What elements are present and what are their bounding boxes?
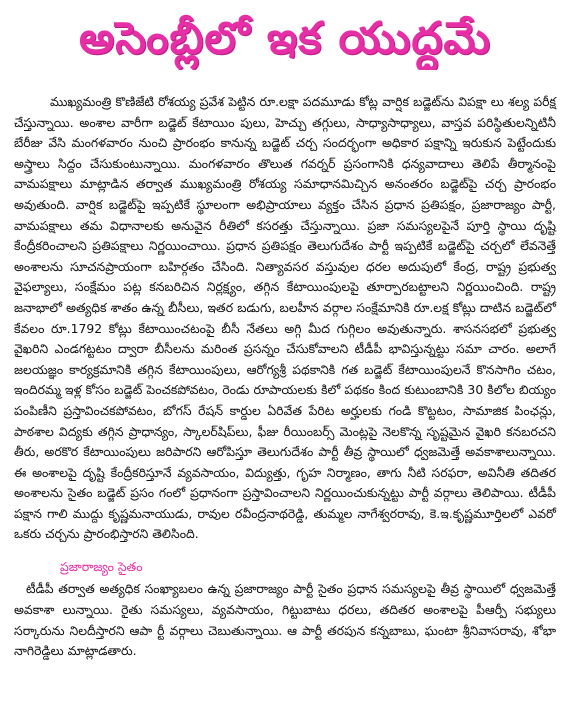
article-headline: అసెంబ్లీలో ఇక యుద్ధమే [79, 13, 491, 64]
article-body-paragraph: ముఖ్యమంత్రి కొణిజేటి రోశయ్య ప్రవేశ పెట్టిన రూ.లక్షా పదమూడు కోట్ల వార్షిక బడ్జెట్‌ను విపక్షా లు శల్య పరీక్ష చేస్తున్నాయి. అంశాల వారీగా బడ్జెట్ కేటాయిం పులు, హెచ్చు తగ్గులు, సాధ్యాసాధ్యాలు, వాస్తవ పరిస్థితులన్నిటినీ బేరీజు వేసి మంగళవారం నుంచి ప్రారంభం కానున్న బడ్జెట్ చర్చ సందర్భంగా అధికార పక్షాన్ని ఇరుకున పెట్టేందుకు అస్త్రాలు సిద్దం చేసుకుంటున్నాయి. మంగళవారం తొలుత గవర్నర్ ప్రసంగానికి ధన్యవాదాలు తెలిపే తీర్మానంపై వామపక్షాలు మాట్లాడిన తర్వాత ముఖ్యమంత్రి రోశయ్య సమాధానమిచ్చిన అనంతరం బడ్జెట్‌పై చర్చ ప్రారంభం అవుతుంది. వార్షిక బడ్జెట్‌పై ఇప్పటికే స్థూలంగా అభిప్రాయాలు వ్యక్తం చేసిన ప్రధాన ప్రతిపక్షం, ప్రజారాజ్యం పార్టీ, వామపక్షాలు తమ విధానాలకు అనువైన రీతిలో కసరత్తు చేస్తున్నాయి. ప్రజా సమస్యలపైనే పూర్తి స్థాయి దృష్టి కేంద్రీకరించాలని ప్రతిపక్షాలు నిర్ణయించాయి. ప్రధాన ప్రతిపక్షం తెలుగుదేశం పార్టీ ఇప్పటికే బడ్జెట్‌పై చర్చలో లేవనెత్తే అంశాలను సూచనప్రాయంగా బహిర్గతం చేసింది. నిత్యావసర వస్తువుల ధరల అదుపులో కేంద్ర, రాష్ట్ర ప్రభుత్వ వైఫల్యాలు, సంక్షేమం పట్ల కనబరిచిన నిర్లక్ష్యం, తగ్గిన కేటాయింపులపై తూర్పారబట్టాలని నిర్ణయించింది. రాష్ట్ర జనాభాలో అత్యధిక శాతం ఉన్న బీసీలు, ఇతర బడుగు, బలహీన వర్గాల సంక్షేమానికి రూ.లక్ష కోట్లు దాటిన బడ్జెట్‌లో కేవలం రూ.1792 కోట్లు కేటాయించటంపై బీసీ నేతలు అగ్గి మీద గుగ్గిలం అవుతున్నారు. శాసనసభలో ప్రభుత్వ వైఖరిని ఎండగట్టటం ద్వారా బీసీలను మరింత ప్రసన్నం చేసుకోవాలని టీడీపీ భావిస్తున్నట్టు సమా చారం. అలాగే జలయజ్ఞం కార్యక్రమానికి తగ్గిన కేటాయింపులు, ఆరోగ్యశ్రీ పథకానికి గత బడ్జెట్ కేటాయింపులనే కొనసాగిం చటం, ఇందిరమ్మ ఇళ్ల కోసం బడ్జెట్ పెంచకపోవటం, రెండు రూపాయలకు కిలో పథకం కింద కుటుంబానికి 30 కిలోల బియ్యం పంపిణీని ప్రస్తావించకపోవటం, బోగస్ రేషన్ కార్డుల ఏరివేత పేరిట అర్హులకు గండి కొట్టటం, సామాజిక పింఛన్లు, పాఠశాల విద్యకు తగ్గిన ప్రాధాన్యం, స్కాలర్‌షిప్‌లు, ఫీజు రీయింబర్స్ మెంట్లపై నెలకొన్న సృష్టమైన వైఖరి కనబరచని తీరు, అరకొర కేటాయింపులు జరిపారని ఆరోపిస్తూ తెలుగుదేశం పార్టీ తీవ్ర స్థాయిలో ధ్వజమెత్తే అవకాశాలున్నాయి. ఈ అంశాలపై దృష్టి కేంద్రీకరిస్తూనే వ్యవసాయం, విద్యుత్తు, గృహ నిర్మాణం, తాగు నీటి సరఫరా, అవినీతి తదితర అంశాలను సైతం బడ్జెట్ ప్రసం గంలో ప్రధానంగా ప్రస్తావించాలని నిర్ణయించుకున్నట్టు పార్టీ వర్గాలు తెలిపాయి. టీడీపీ పక్షాన గాలి ముద్దు కృష్ణమనాయుడు, రావుల రవీంద్రనాథరెడ్డి, తుమ్మల నాగేశ్వరరావు, కె.ఇ.కృష్ణమూర్తిలలో ఎవరో ఒకరు చర్చను ప్రారంభిస్తారని తెలిసింది. [14, 94, 556, 542]
article-body-paragraph-2: టీడీపీ తర్వాత అత్యధిక సంఖ్యాబలం ఉన్న ప్రజారాజ్యం పార్టీ సైతం ప్రధాన సమస్యలపై తీవ్ర స్థాయిలో ధ్వజమెత్తే అవకాశా లున్నాయి. రైతు సమస్యలు, వ్యవసాయం, గిట్టుబాటు ధరలు, తదితర అంశాలపై పీఆర్పీ సభ్యులు సర్కారును నిలదీస్తారని ఆపా ర్టీ వర్గాలు చెబుతున్నాయి. ఆ పార్టీ తరపున కన్నబాబు, ఘంటా శ్రీనివాసరావు, శోభా నాగిరెడ్డిలు మాట్లాడతారు. [14, 581, 556, 659]
article-subheading: ప్రజారాజ్యం సైతం [60, 559, 143, 575]
